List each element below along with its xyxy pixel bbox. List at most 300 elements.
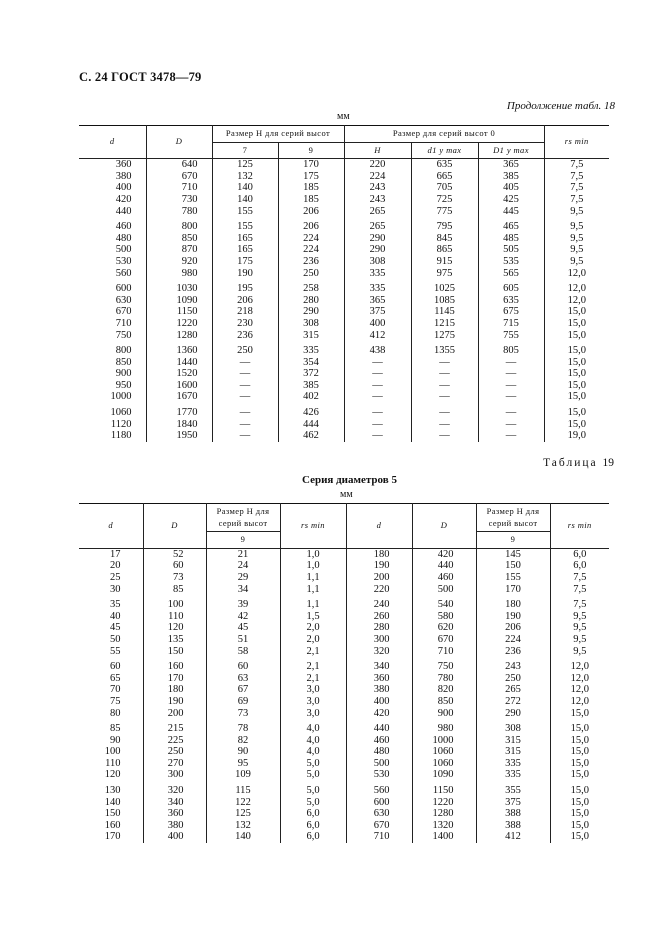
- table-cell: 165: [212, 233, 278, 245]
- table-cell: 405: [478, 182, 544, 194]
- table-cell: 140: [212, 194, 278, 206]
- table-cell: 120: [79, 769, 143, 781]
- table-cell: 710: [79, 318, 146, 330]
- table-cell: 300: [346, 634, 412, 646]
- table-row: [79, 182, 609, 194]
- table-cell: 425: [478, 194, 544, 206]
- table-cell: 290: [278, 306, 344, 318]
- table-cell: 132: [206, 820, 280, 832]
- table-cell: 39: [206, 599, 280, 611]
- table-row: [79, 769, 609, 781]
- table-cell: 170: [278, 159, 344, 171]
- table-cell: 500: [412, 584, 476, 596]
- table-cell: 95: [206, 758, 280, 770]
- table-cell: 21: [206, 548, 280, 560]
- table18-body: [79, 159, 609, 442]
- table-cell: 315: [476, 746, 550, 758]
- table-cell: 280: [278, 295, 344, 307]
- table-row: [79, 696, 609, 708]
- header-h-left: Размер H для серий высот: [206, 504, 280, 532]
- header-rs-min: [544, 126, 609, 159]
- table-cell: 170: [143, 673, 206, 685]
- table-cell: 800: [79, 345, 146, 357]
- table-cell: 215: [143, 723, 206, 735]
- table-cell: 535: [478, 256, 544, 268]
- table-cell: 270: [143, 758, 206, 770]
- table-row: [79, 572, 609, 584]
- table-cell: 372: [278, 368, 344, 380]
- table-cell: 630: [346, 808, 412, 820]
- table-cell: 19,0: [544, 430, 609, 442]
- table-cell: 365: [344, 295, 411, 307]
- table-cell: 388: [476, 820, 550, 832]
- table-row: [79, 345, 609, 357]
- table-cell: 1000: [79, 391, 146, 403]
- table-cell: 600: [346, 797, 412, 809]
- table-cell: 354: [278, 357, 344, 369]
- table-cell: 260: [346, 611, 412, 623]
- table-cell: 90: [79, 735, 143, 747]
- table-row: [79, 256, 609, 268]
- header-H: H: [344, 142, 411, 159]
- table-cell: 12,0: [550, 684, 609, 696]
- table-cell: —: [478, 380, 544, 392]
- table-cell: 45: [206, 622, 280, 634]
- table-cell: 2,1: [280, 661, 346, 673]
- table-cell: 800: [146, 221, 212, 233]
- table-cell: —: [478, 391, 544, 403]
- table-cell: 175: [212, 256, 278, 268]
- table-cell: 335: [476, 769, 550, 781]
- table-cell: 440: [346, 723, 412, 735]
- table-row: [79, 368, 609, 380]
- table-cell: 15,0: [550, 746, 609, 758]
- table-cell: 170: [79, 831, 143, 843]
- table-cell: 308: [278, 318, 344, 330]
- table-cell: 78: [206, 723, 280, 735]
- table-cell: 165: [212, 244, 278, 256]
- table-cell: 2,0: [280, 634, 346, 646]
- table-cell: 950: [79, 380, 146, 392]
- table-cell: 250: [278, 268, 344, 280]
- table-cell: 780: [412, 673, 476, 685]
- table-cell: 1220: [146, 318, 212, 330]
- table-cell: 236: [278, 256, 344, 268]
- table-row: [79, 295, 609, 307]
- table-cell: 225: [143, 735, 206, 747]
- table19-body: [79, 548, 609, 843]
- table-cell: 290: [344, 233, 411, 245]
- table-cell: 218: [212, 306, 278, 318]
- table-cell: 236: [212, 330, 278, 342]
- table-cell: 140: [212, 182, 278, 194]
- table-cell: 412: [344, 330, 411, 342]
- table-cell: 15,0: [550, 797, 609, 809]
- table-cell: 1600: [146, 380, 212, 392]
- table-row: [79, 611, 609, 623]
- table-cell: 2,0: [280, 622, 346, 634]
- table-cell: 540: [412, 599, 476, 611]
- table-cell: 355: [476, 785, 550, 797]
- table-cell: —: [344, 407, 411, 419]
- table-cell: 400: [344, 318, 411, 330]
- table-cell: 3,0: [280, 696, 346, 708]
- table-cell: 375: [476, 797, 550, 809]
- table-cell: 51: [206, 634, 280, 646]
- table-cell: 250: [476, 673, 550, 685]
- table-row: [79, 548, 609, 560]
- table-cell: 1120: [79, 419, 146, 431]
- table-row: [79, 380, 609, 392]
- table-cell: 1280: [146, 330, 212, 342]
- header-series-9: 9: [278, 142, 344, 159]
- table-cell: 170: [476, 584, 550, 596]
- table-cell: 530: [79, 256, 146, 268]
- table-cell: —: [212, 430, 278, 442]
- table-cell: 1180: [79, 430, 146, 442]
- table-cell: 1950: [146, 430, 212, 442]
- table-cell: 388: [476, 808, 550, 820]
- table-cell: 420: [79, 194, 146, 206]
- table-cell: 440: [79, 206, 146, 218]
- table-cell: 300: [143, 769, 206, 781]
- table-cell: —: [344, 419, 411, 431]
- table-cell: 15,0: [544, 306, 609, 318]
- table-cell: 7,5: [544, 182, 609, 194]
- table-cell: 290: [476, 708, 550, 720]
- table-cell: 480: [79, 233, 146, 245]
- table-cell: 750: [79, 330, 146, 342]
- table-cell: 438: [344, 345, 411, 357]
- table-cell: 750: [412, 661, 476, 673]
- table-cell: 670: [412, 634, 476, 646]
- table-cell: 35: [79, 599, 143, 611]
- table-cell: 1275: [411, 330, 478, 342]
- table-cell: 12,0: [544, 283, 609, 295]
- table-cell: 20: [79, 560, 143, 572]
- table-cell: 67: [206, 684, 280, 696]
- table-cell: 4,0: [280, 735, 346, 747]
- table-cell: 250: [143, 746, 206, 758]
- table-cell: 5,0: [280, 785, 346, 797]
- table-cell: 6,0: [280, 820, 346, 832]
- table-cell: 1,1: [280, 599, 346, 611]
- table-cell: 462: [278, 430, 344, 442]
- table-cell: 122: [206, 797, 280, 809]
- table-cell: —: [411, 419, 478, 431]
- table-cell: 9,5: [550, 622, 609, 634]
- table-cell: 460: [346, 735, 412, 747]
- table-cell: 335: [476, 758, 550, 770]
- table-cell: 340: [346, 661, 412, 673]
- table-cell: 155: [212, 221, 278, 233]
- table-cell: 80: [79, 708, 143, 720]
- table-cell: 635: [478, 295, 544, 307]
- table-cell: 565: [478, 268, 544, 280]
- table-cell: 6,0: [550, 548, 609, 560]
- table-row: [79, 797, 609, 809]
- table19-title: Серия диаметров 5: [302, 474, 397, 486]
- table-cell: 320: [143, 785, 206, 797]
- table-cell: 380: [143, 820, 206, 832]
- header-D: D: [146, 126, 212, 159]
- table-row: [79, 831, 609, 843]
- table-cell: 29: [206, 572, 280, 584]
- table-cell: 9,5: [550, 611, 609, 623]
- table-cell: 7,5: [550, 584, 609, 596]
- table-cell: 560: [79, 268, 146, 280]
- table-cell: 412: [476, 831, 550, 843]
- table-cell: 1320: [412, 820, 476, 832]
- table-cell: 775: [411, 206, 478, 218]
- table-18: [79, 125, 609, 442]
- table-cell: 200: [346, 572, 412, 584]
- table-cell: 385: [278, 380, 344, 392]
- table-cell: —: [411, 357, 478, 369]
- table-cell: 1150: [412, 785, 476, 797]
- table-cell: 230: [212, 318, 278, 330]
- table-cell: 180: [346, 548, 412, 560]
- table-cell: 1030: [146, 283, 212, 295]
- table-cell: 675: [478, 306, 544, 318]
- table-row: [79, 735, 609, 747]
- table-cell: 560: [346, 785, 412, 797]
- table-row: [79, 758, 609, 770]
- table-cell: 190: [212, 268, 278, 280]
- table-cell: 58: [206, 646, 280, 658]
- table-cell: 2,1: [280, 673, 346, 685]
- table-cell: 15,0: [544, 345, 609, 357]
- table-cell: 9,5: [544, 206, 609, 218]
- table-cell: 580: [412, 611, 476, 623]
- table-cell: 500: [79, 244, 146, 256]
- table-cell: 34: [206, 584, 280, 596]
- table-cell: 25: [79, 572, 143, 584]
- table-cell: 850: [146, 233, 212, 245]
- table-cell: 12,0: [550, 696, 609, 708]
- table-cell: 200: [143, 708, 206, 720]
- table-row: [79, 244, 609, 256]
- table-cell: 530: [346, 769, 412, 781]
- table-cell: 30: [79, 584, 143, 596]
- header-size-group-0: Размер для серий высот 0: [344, 126, 544, 143]
- table-cell: 2,1: [280, 646, 346, 658]
- table-cell: 465: [478, 221, 544, 233]
- table-cell: 220: [344, 159, 411, 171]
- table-cell: 15,0: [544, 391, 609, 403]
- table-cell: 870: [146, 244, 212, 256]
- table-cell: —: [478, 407, 544, 419]
- table-cell: 975: [411, 268, 478, 280]
- header-rs-right: rs min: [550, 504, 609, 549]
- table-cell: 17: [79, 548, 143, 560]
- table-cell: 500: [346, 758, 412, 770]
- header-d-left: d: [79, 504, 143, 549]
- header-h-right: Размер H для серий высот: [476, 504, 550, 532]
- table-row: [79, 684, 609, 696]
- table-cell: 190: [346, 560, 412, 572]
- table-cell: 1,5: [280, 611, 346, 623]
- header-D-right: D: [412, 504, 476, 549]
- table-cell: 155: [212, 206, 278, 218]
- table-cell: 755: [478, 330, 544, 342]
- page-header: С. 24 ГОСТ 3478—79: [79, 70, 202, 84]
- table-cell: 9,5: [544, 221, 609, 233]
- table-row: [79, 708, 609, 720]
- table-cell: 315: [476, 735, 550, 747]
- table-cell: 185: [278, 194, 344, 206]
- table-cell: 620: [412, 622, 476, 634]
- table-cell: 224: [476, 634, 550, 646]
- table-cell: 15,0: [550, 785, 609, 797]
- table-cell: 63: [206, 673, 280, 685]
- table-cell: 426: [278, 407, 344, 419]
- table-cell: 290: [344, 244, 411, 256]
- table-cell: 865: [411, 244, 478, 256]
- table-row: [79, 808, 609, 820]
- table-cell: 900: [412, 708, 476, 720]
- table-cell: 15,0: [544, 407, 609, 419]
- table-cell: 40: [79, 611, 143, 623]
- table-cell: 1085: [411, 295, 478, 307]
- table-cell: 335: [344, 283, 411, 295]
- table-cell: —: [212, 380, 278, 392]
- table-cell: 15,0: [550, 808, 609, 820]
- table-cell: 1090: [146, 295, 212, 307]
- table-cell: 605: [478, 283, 544, 295]
- header-rs-left: rs min: [280, 504, 346, 549]
- table-cell: 320: [346, 646, 412, 658]
- table-cell: 1360: [146, 345, 212, 357]
- table-cell: 9,5: [544, 256, 609, 268]
- table19-number: [543, 457, 614, 469]
- table-cell: 1400: [412, 831, 476, 843]
- table-cell: 444: [278, 419, 344, 431]
- table-cell: 50: [79, 634, 143, 646]
- table-cell: 715: [478, 318, 544, 330]
- table-cell: 15,0: [544, 357, 609, 369]
- header-series-9-right: 9: [476, 532, 550, 549]
- table-cell: 1145: [411, 306, 478, 318]
- table-cell: 150: [79, 808, 143, 820]
- table-row: [79, 233, 609, 245]
- table-row: [79, 330, 609, 342]
- table-cell: 85: [143, 584, 206, 596]
- table-cell: 9,5: [544, 244, 609, 256]
- table-cell: 1215: [411, 318, 478, 330]
- table-cell: 224: [344, 171, 411, 183]
- table-cell: 360: [346, 673, 412, 685]
- table-cell: 1060: [412, 746, 476, 758]
- table-cell: 705: [411, 182, 478, 194]
- table-cell: 915: [411, 256, 478, 268]
- table-cell: 670: [146, 171, 212, 183]
- table-row: [79, 584, 609, 596]
- table-row: [79, 318, 609, 330]
- table-cell: 725: [411, 194, 478, 206]
- table-cell: —: [344, 391, 411, 403]
- table-cell: 365: [478, 159, 544, 171]
- table-cell: —: [478, 357, 544, 369]
- table-cell: 4,0: [280, 746, 346, 758]
- table-19: [79, 503, 609, 843]
- table-cell: 308: [476, 723, 550, 735]
- header-rs-min-text: rs min: [564, 136, 589, 147]
- table-cell: 335: [278, 345, 344, 357]
- table-cell: 420: [346, 708, 412, 720]
- table-row: [79, 419, 609, 431]
- table-cell: 140: [206, 831, 280, 843]
- table-cell: 150: [476, 560, 550, 572]
- table-cell: 980: [412, 723, 476, 735]
- table-row: [79, 306, 609, 318]
- table-cell: 5,0: [280, 769, 346, 781]
- table-cell: 440: [412, 560, 476, 572]
- table-cell: 820: [412, 684, 476, 696]
- table-cell: 140: [79, 797, 143, 809]
- table-cell: 85: [79, 723, 143, 735]
- table-cell: 82: [206, 735, 280, 747]
- table-cell: 15,0: [544, 380, 609, 392]
- table-cell: 150: [143, 646, 206, 658]
- table-cell: 710: [346, 831, 412, 843]
- table-cell: 710: [412, 646, 476, 658]
- table-cell: 640: [146, 159, 212, 171]
- table-cell: 9,5: [544, 233, 609, 245]
- table-cell: 485: [478, 233, 544, 245]
- table-row: [79, 283, 609, 295]
- table-cell: 402: [278, 391, 344, 403]
- table-row: [79, 746, 609, 758]
- table-cell: 70: [79, 684, 143, 696]
- header-d1-y-max: d1 y max: [411, 142, 478, 159]
- table-row: [79, 560, 609, 572]
- table-cell: 1670: [146, 391, 212, 403]
- table-cell: 206: [278, 221, 344, 233]
- table-cell: 900: [79, 368, 146, 380]
- table-cell: —: [212, 368, 278, 380]
- table-cell: —: [411, 430, 478, 442]
- table-cell: 1,0: [280, 560, 346, 572]
- table-cell: —: [344, 368, 411, 380]
- table-cell: 1355: [411, 345, 478, 357]
- table-cell: 73: [206, 708, 280, 720]
- table-cell: 190: [143, 696, 206, 708]
- table-cell: 460: [79, 221, 146, 233]
- table-cell: 100: [143, 599, 206, 611]
- table-cell: 480: [346, 746, 412, 758]
- table-cell: 100: [79, 746, 143, 758]
- table-cell: 1520: [146, 368, 212, 380]
- table-cell: 1150: [146, 306, 212, 318]
- table-cell: 3,0: [280, 684, 346, 696]
- table-cell: 6,0: [280, 808, 346, 820]
- table-cell: 220: [346, 584, 412, 596]
- table-cell: 795: [411, 221, 478, 233]
- table-cell: 360: [79, 159, 146, 171]
- header-D1-y-max: D1 y max: [478, 142, 544, 159]
- table-cell: 7,5: [544, 171, 609, 183]
- table-cell: —: [411, 368, 478, 380]
- table-cell: 1,1: [280, 584, 346, 596]
- table-continuation-label: Продолжение табл. 18: [506, 100, 615, 112]
- table-row: [79, 430, 609, 442]
- table-cell: 15,0: [550, 708, 609, 720]
- table-cell: 180: [143, 684, 206, 696]
- table-cell: 135: [143, 634, 206, 646]
- table-cell: 12,0: [550, 673, 609, 685]
- table-cell: 42: [206, 611, 280, 623]
